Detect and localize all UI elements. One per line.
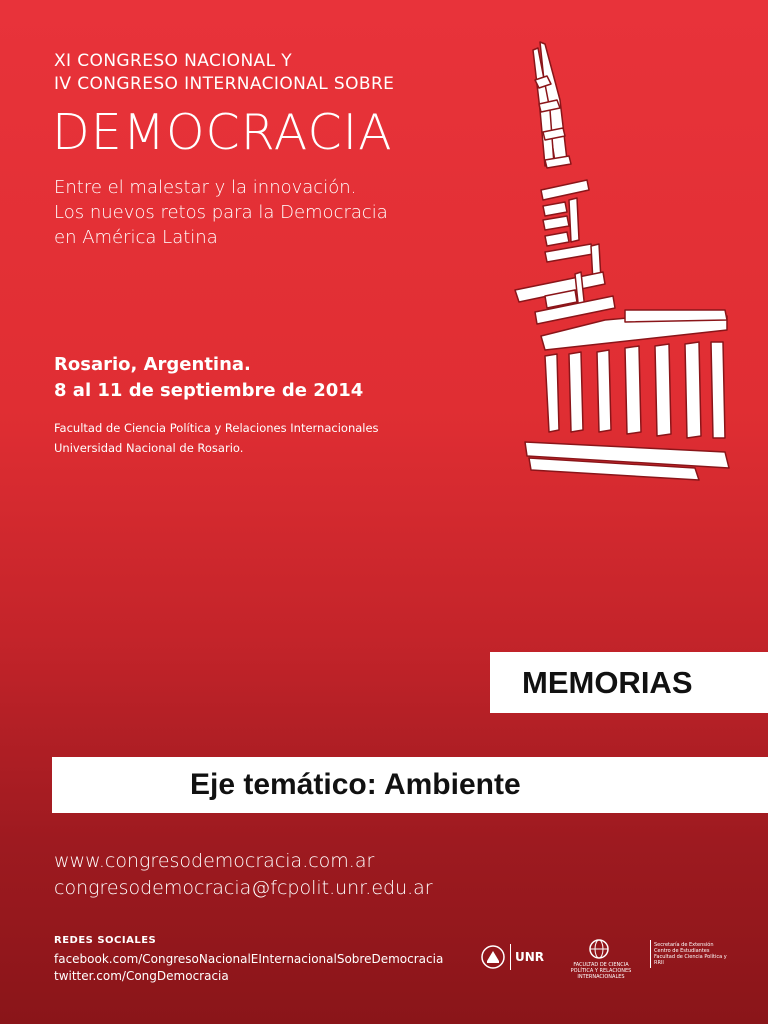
page-title: DEMOCRACIA bbox=[52, 104, 393, 161]
fcpolit-globe-icon bbox=[588, 938, 610, 960]
secretaria-line-3: Facultad de Ciencia Política y RRII bbox=[654, 954, 727, 966]
unr-logo-text: UNR bbox=[515, 950, 545, 964]
logo-divider-2 bbox=[650, 940, 651, 968]
unr-seal-icon bbox=[480, 944, 506, 970]
institution-logos bbox=[480, 936, 730, 980]
subtitle bbox=[54, 175, 388, 250]
subtitle-line-2: Los nuevos retos para la Democracia bbox=[54, 202, 388, 223]
twitter-link[interactable]: twitter.com/CongDemocracia bbox=[54, 969, 229, 983]
secretaria-line-2: Centro de Estudiantes bbox=[654, 948, 710, 954]
website-link[interactable]: www.congresodemocracia.com.ar bbox=[54, 850, 375, 872]
logo-divider bbox=[510, 944, 511, 970]
faculty-name: Facultad de Ciencia Política y Relaciones Internacionales bbox=[54, 421, 379, 435]
fcpolit-logo-text: FACULTAD DE CIENCIA POLÍTICA Y RELACIONES INTERNACIONALES bbox=[570, 962, 632, 980]
monument-logo-icon bbox=[505, 40, 740, 490]
secretaria-line-1: Secretaría de Extensión bbox=[654, 942, 714, 948]
memorias-label: MEMORIAS bbox=[490, 652, 768, 713]
subtitle-line-1: Entre el malestar y la innovación. bbox=[54, 177, 357, 198]
congress-header bbox=[54, 50, 394, 96]
event-city: Rosario, Argentina. bbox=[54, 354, 251, 375]
facebook-link[interactable]: facebook.com/CongresoNacionalEInternacionalSobreDemocracia bbox=[54, 952, 444, 966]
event-place-date bbox=[54, 352, 363, 404]
social-heading: REDES SOCIALES bbox=[54, 935, 157, 946]
subtitle-line-3: en América Latina bbox=[54, 227, 218, 248]
event-dates: 8 al 11 de septiembre de 2014 bbox=[54, 380, 364, 401]
contact-info bbox=[54, 848, 433, 902]
university-name: Universidad Nacional de Rosario. bbox=[54, 441, 244, 455]
social-links bbox=[54, 951, 443, 985]
header-line-1: XI CONGRESO NACIONAL Y bbox=[54, 51, 293, 71]
email-link[interactable]: congresodemocracia@fcpolit.unr.edu.ar bbox=[54, 877, 433, 899]
secretaria-logo-text bbox=[654, 942, 730, 966]
header-line-2: IV CONGRESO INTERNACIONAL SOBRE bbox=[54, 74, 395, 94]
institution bbox=[54, 418, 379, 458]
thematic-axis-label: Eje temático: Ambiente bbox=[52, 757, 768, 813]
